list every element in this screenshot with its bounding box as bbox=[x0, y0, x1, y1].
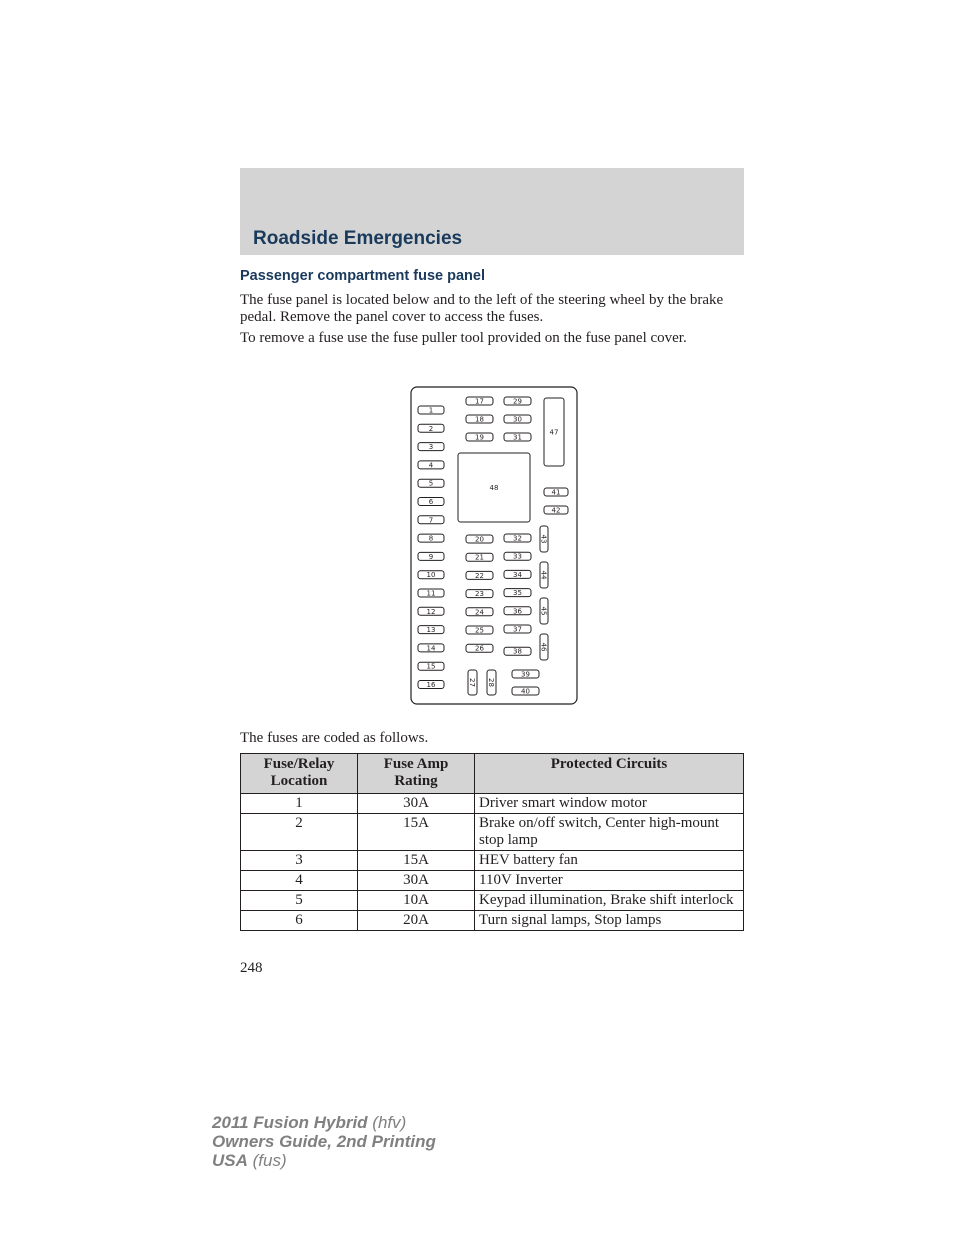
fuse-label-16: 16 bbox=[426, 681, 436, 689]
fuse-label-6: 6 bbox=[428, 498, 434, 506]
fuse-label-38: 38 bbox=[513, 647, 522, 656]
cell-location: 6 bbox=[241, 911, 358, 931]
fuse-label-11: 11 bbox=[426, 589, 436, 598]
fuse-label-9: 9 bbox=[428, 552, 434, 561]
cell-circuit: HEV battery fan bbox=[475, 851, 744, 871]
fuse-label-25: 25 bbox=[475, 626, 484, 635]
fuse-label-18: 18 bbox=[475, 415, 484, 424]
fuse-label-10: 10 bbox=[426, 571, 436, 580]
cell-location: 3 bbox=[241, 851, 358, 871]
fuse-label-37: 37 bbox=[513, 625, 522, 634]
fuse-label-5: 5 bbox=[428, 479, 434, 488]
fuse-label-19: 19 bbox=[475, 433, 484, 442]
section-title: Roadside Emergencies bbox=[253, 228, 463, 249]
fuse-label-24: 24 bbox=[475, 608, 484, 617]
table-row bbox=[241, 891, 744, 911]
fuse-label-13: 13 bbox=[426, 626, 436, 635]
fuse-label-34: 34 bbox=[513, 570, 522, 579]
table-row bbox=[241, 794, 744, 814]
fuse-label-33: 33 bbox=[513, 552, 522, 561]
document-footer bbox=[212, 1113, 436, 1170]
fuse-label-12: 12 bbox=[426, 607, 436, 616]
cell-rating: 30A bbox=[358, 871, 475, 891]
footer-line-2: Owners Guide, 2nd Printing bbox=[212, 1132, 436, 1151]
fuse-label-1: 1 bbox=[428, 406, 434, 415]
fuse-label-7: 7 bbox=[428, 516, 434, 525]
footer-line-1: 2011 Fusion Hybrid (hfv) bbox=[212, 1113, 407, 1132]
fuse-label-45: 45 bbox=[539, 606, 548, 616]
paragraph-removal: To remove a fuse use the fuse puller tool provided on the fuse panel cover. bbox=[240, 330, 687, 346]
fuse-label-23: 23 bbox=[475, 590, 484, 599]
fuse-label-27: 27 bbox=[468, 678, 476, 687]
cell-circuit: Brake on/off switch, Center high-mount stop lamp bbox=[475, 814, 744, 851]
fuse-label-21: 21 bbox=[475, 553, 484, 562]
fuse-label-17: 17 bbox=[475, 397, 484, 406]
cell-location: 4 bbox=[241, 871, 358, 891]
fuse-label-42: 42 bbox=[551, 506, 561, 515]
cell-circuit: Keypad illumination, Brake shift interlock bbox=[475, 891, 744, 911]
fuse-label-39: 39 bbox=[521, 670, 530, 679]
header-rating-line1: Fuse Amp bbox=[383, 756, 449, 772]
fuse-label-48: 48 bbox=[489, 484, 499, 492]
fuse-label-31: 31 bbox=[513, 433, 522, 442]
cell-rating: 10A bbox=[358, 891, 475, 911]
fuse-label-15: 15 bbox=[426, 662, 436, 671]
fuse-label-46: 46 bbox=[539, 642, 548, 652]
cell-location: 5 bbox=[241, 891, 358, 911]
header-location-line1: Fuse/Relay bbox=[263, 756, 335, 772]
fuse-label-47: 47 bbox=[549, 428, 559, 437]
table-header-row bbox=[241, 754, 744, 794]
subheading: Passenger compartment fuse panel bbox=[240, 268, 485, 284]
fuse-label-32: 32 bbox=[513, 534, 522, 543]
header-location-line2: Location bbox=[270, 773, 328, 789]
fuse-label-8: 8 bbox=[428, 534, 434, 543]
header-circuits: Protected Circuits bbox=[475, 754, 744, 794]
header-rating bbox=[358, 754, 475, 794]
fuse-label-41: 41 bbox=[551, 488, 561, 497]
fuse-label-2: 2 bbox=[428, 424, 434, 433]
cell-rating: 15A bbox=[358, 814, 475, 851]
cell-rating: 20A bbox=[358, 911, 475, 931]
header-rating-line2: Rating bbox=[394, 773, 438, 789]
fuse-table bbox=[240, 753, 744, 931]
footer-line-3: USA (fus) bbox=[212, 1151, 287, 1170]
fuse-label-40: 40 bbox=[521, 687, 530, 696]
paragraph-coding: The fuses are coded as follows. bbox=[240, 730, 429, 746]
fuse-label-20: 20 bbox=[475, 535, 484, 544]
header-location bbox=[241, 754, 358, 794]
fuse-label-28: 28 bbox=[487, 678, 495, 687]
fuse-label-44: 44 bbox=[539, 570, 548, 580]
cell-rating: 15A bbox=[358, 851, 475, 871]
table-row bbox=[241, 911, 744, 931]
cell-location: 1 bbox=[241, 794, 358, 814]
fuse-label-43: 43 bbox=[539, 534, 548, 544]
cell-rating: 30A bbox=[358, 794, 475, 814]
page-number: 248 bbox=[240, 960, 263, 976]
cell-location: 2 bbox=[241, 814, 358, 851]
fuse-label-3: 3 bbox=[428, 443, 434, 452]
table-row bbox=[241, 851, 744, 871]
cell-circuit: 110V Inverter bbox=[475, 871, 744, 891]
fuse-label-22: 22 bbox=[475, 571, 484, 580]
fuse-label-4: 4 bbox=[428, 461, 434, 470]
table-row bbox=[241, 814, 744, 851]
paragraph-location: The fuse panel is located below and to the left of the steering wheel by the brake pedal. Remove the panel cover to access the fuses. bbox=[240, 292, 724, 325]
fuse-label-26: 26 bbox=[475, 644, 484, 653]
fuse-label-29: 29 bbox=[513, 397, 522, 406]
fuse-label-14: 14 bbox=[426, 644, 436, 653]
table-row bbox=[241, 871, 744, 891]
fuse-label-35: 35 bbox=[513, 589, 522, 598]
fuse-label-30: 30 bbox=[513, 415, 522, 424]
cell-circuit: Turn signal lamps, Stop lamps bbox=[475, 911, 744, 931]
fuse-panel-diagram bbox=[410, 386, 578, 706]
cell-circuit: Driver smart window motor bbox=[475, 794, 744, 814]
fuse-label-36: 36 bbox=[513, 607, 522, 616]
